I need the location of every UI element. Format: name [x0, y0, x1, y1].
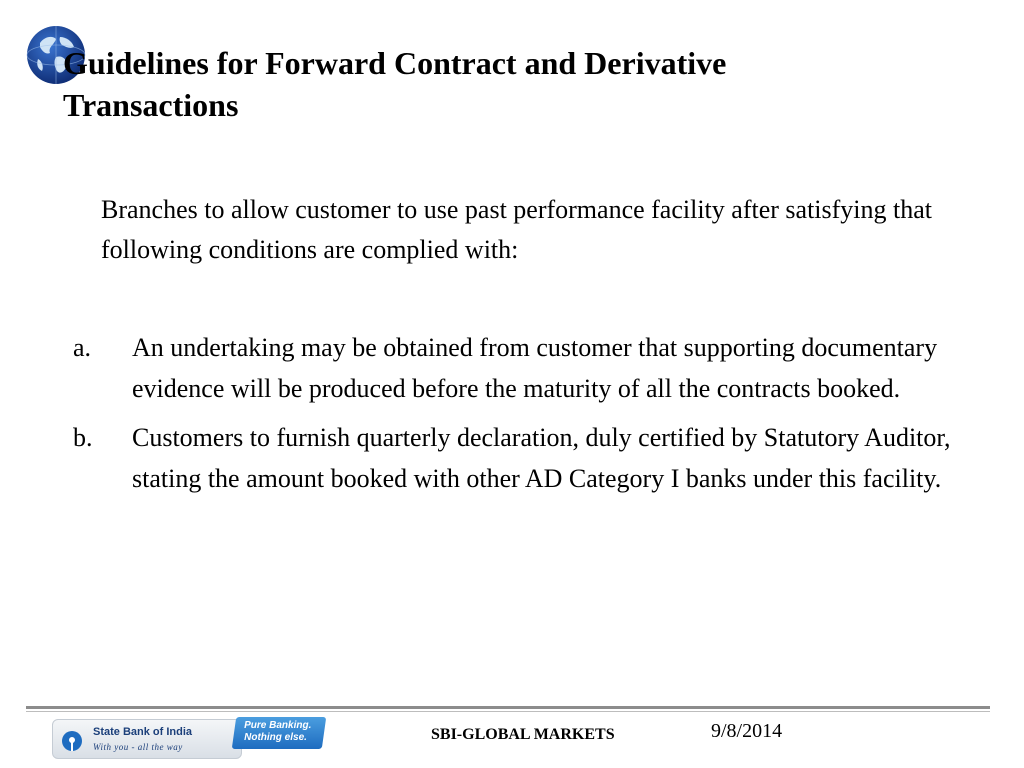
footer-divider-thin — [26, 711, 990, 712]
list-marker: b. — [73, 423, 93, 452]
logo-bank-name: State Bank of India — [93, 726, 193, 738]
list-marker: a. — [73, 333, 92, 362]
slide-title — [63, 42, 963, 126]
conditions-list — [66, 327, 966, 507]
list-item — [66, 417, 966, 499]
logo-slogan-panel — [232, 717, 326, 749]
logo-slogan — [244, 720, 311, 744]
intro-paragraph: Branches to allow customer to use past performance facility after satisfying that following conditions are complied with: — [101, 195, 932, 264]
list-item — [66, 327, 966, 409]
logo-slogan-line-2: Nothing else. — [244, 732, 307, 743]
logo-panel — [52, 719, 242, 759]
sbi-keyhole-icon — [61, 730, 83, 752]
list-item-text: An undertaking may be obtained from customer that supporting documentary evidence will be produced before the maturity of all the contracts booked. — [132, 333, 938, 403]
footer-label: SBI-GLOBAL MARKETS — [431, 726, 615, 743]
footer-divider — [26, 706, 990, 709]
sbi-logo — [52, 715, 324, 763]
logo-tagline: With you - all the way — [93, 742, 183, 752]
list-item-text: Customers to furnish quarterly declaration, duly certified by Statutory Auditor, stating the amount booked with other AD Category I banks under this facility. — [132, 423, 951, 493]
title-line-1: Guidelines for Forward Contract and Derivative — [63, 45, 727, 81]
footer-date: 9/8/2014 — [711, 720, 783, 742]
title-line-2: Transactions — [63, 87, 239, 123]
logo-slogan-line-1: Pure Banking. — [244, 720, 312, 731]
